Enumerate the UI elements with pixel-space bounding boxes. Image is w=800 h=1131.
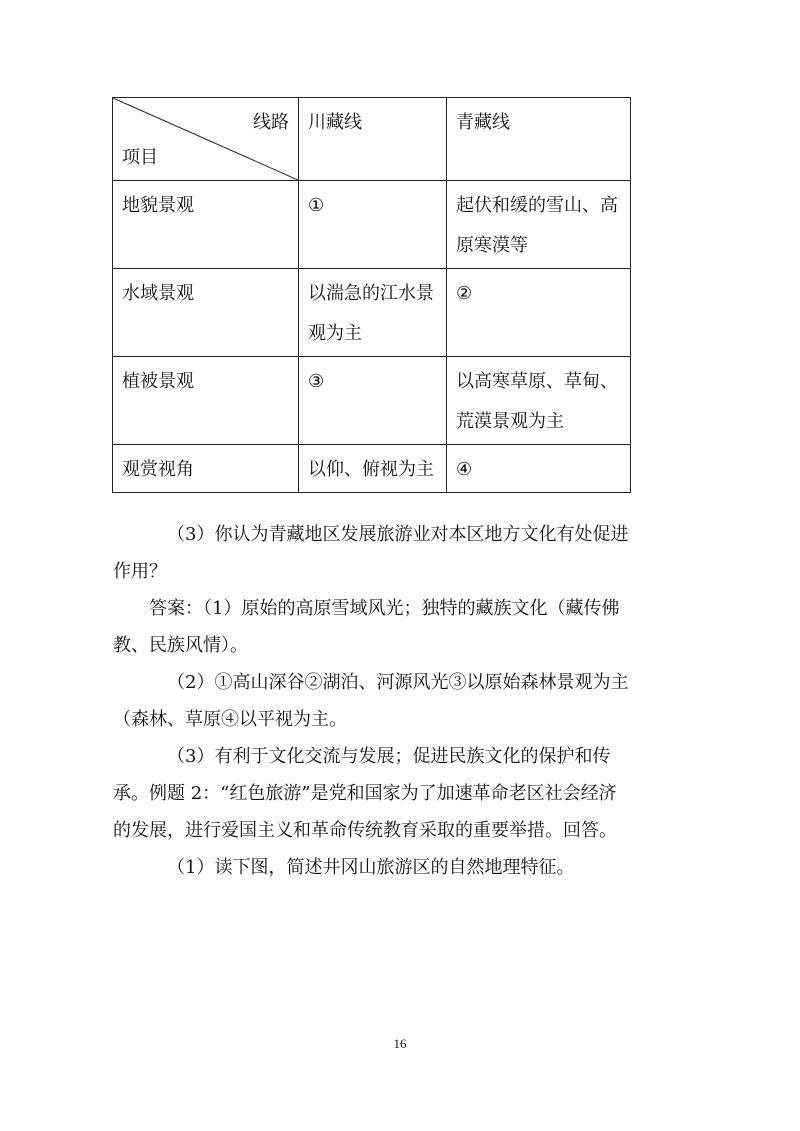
table-row — [113, 181, 631, 269]
example-2-paragraph: 例题 2：“红色旅游”是党和国家为了加速革命老区社会经济的发展，进行爱国主义和革命传统教育采取的重要举措。回答。 — [113, 783, 617, 841]
row-item-cell: 水域景观 — [113, 269, 299, 357]
row-qingzang-cell: ④ — [447, 445, 631, 493]
row-qingzang-cell: 起伏和缓的雪山、高原寒漠等 — [447, 181, 631, 269]
diagonal-header-cell — [113, 98, 299, 181]
header-qingzang: 青藏线 — [447, 98, 631, 181]
row-chuanzang-cell: 以湍急的江水景观为主 — [299, 269, 447, 357]
row-chuanzang-cell: ③ — [299, 357, 447, 445]
answer-1-paragraph: 答案：（1）原始的高原雪域风光；独特的藏族文化（藏传佛教、民族风情）。 — [113, 598, 620, 656]
row-qingzang-cell: 以高寒草原、草甸、荒漠景观为主 — [447, 357, 631, 445]
table-header-row — [113, 98, 631, 181]
answer-3-paragraph: （3）有利于文化交流与发展；促进民族文化的保护和传承。 — [113, 746, 611, 804]
row-chuanzang-cell: 以仰、俯视为主 — [299, 445, 447, 493]
header-item-label: 项目 — [122, 147, 158, 168]
page-number: 16 — [393, 1036, 407, 1051]
route-comparison-table — [112, 97, 631, 493]
header-route-label: 线路 — [253, 112, 289, 133]
answer-2-paragraph: （2）①高山深谷②湖泊、河源风光③以原始森林景观为主（森林、草原④以平视为主。 — [113, 672, 629, 730]
table-row — [113, 269, 631, 357]
row-chuanzang-cell: ① — [299, 181, 447, 269]
table-row — [113, 357, 631, 445]
row-item-cell: 观赏视角 — [113, 445, 299, 493]
example-2-question-1-paragraph: （1）读下图，简述井冈山旅游区的自然地理特征。 — [167, 857, 575, 878]
row-item-cell: 植被景观 — [113, 357, 299, 445]
table-row — [113, 445, 631, 493]
question-3-paragraph: （3）你认为青藏地区发展旅游业对本区地方文化有处促进作用？ — [113, 524, 629, 582]
row-qingzang-cell: ② — [447, 269, 631, 357]
row-item-cell: 地貌景观 — [113, 181, 299, 269]
header-chuanzang: 川藏线 — [299, 98, 447, 181]
